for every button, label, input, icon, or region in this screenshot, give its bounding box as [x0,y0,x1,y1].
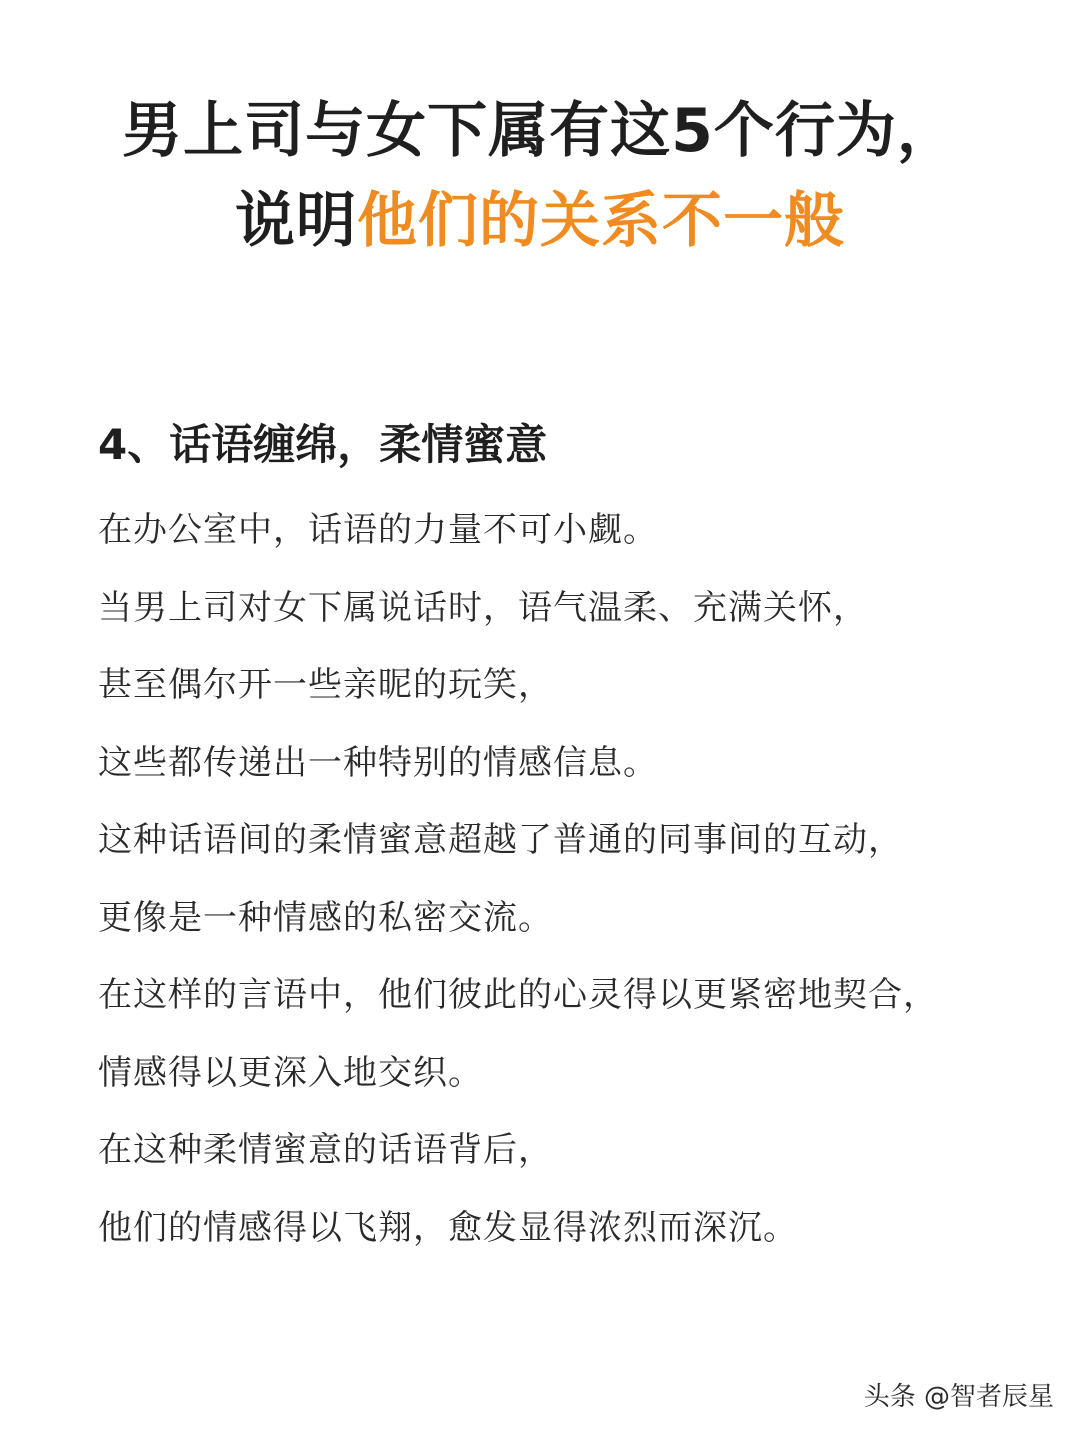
body-line: 情感得以更深入地交织。 [98,1052,483,1093]
title-line-2-prefix: 说明 [235,186,357,256]
body-line: 在这样的言语中，他们彼此的心灵得以更紧密地契合， [98,975,938,1015]
body-line: 在这种柔情蜜意的话语背后， [98,1130,553,1170]
body-text [98,492,1038,1267]
body-line: 他们的情感得以飞翔，愈发显得浓烈而深沉。 [98,1207,798,1248]
body-line: 在办公室中，话语的力量不可小觑。 [98,510,658,550]
watermark: 头条 @智者辰星 [863,1382,1054,1412]
title-line-1: 男上司与女下属有这5个行为， [122,96,958,166]
body-line: 当男上司对女下属说话时，语气温柔、充满关怀， [98,587,868,628]
body-line: 这种话语间的柔情蜜意超越了普通的同事间的互动， [98,820,903,860]
title-line-2 [0,176,1080,266]
title-line-2-accent: 他们的关系不一般 [357,186,845,256]
body-line: 甚至偶尔开一些亲昵的玩笑， [98,665,553,705]
body-line: 更像是一种情感的私密交流。 [98,897,553,938]
section-heading: 4、话语缠绵，柔情蜜意 [98,420,548,469]
page-title [0,86,1080,266]
body-line: 这些都传递出一种特别的情感信息。 [98,742,658,783]
